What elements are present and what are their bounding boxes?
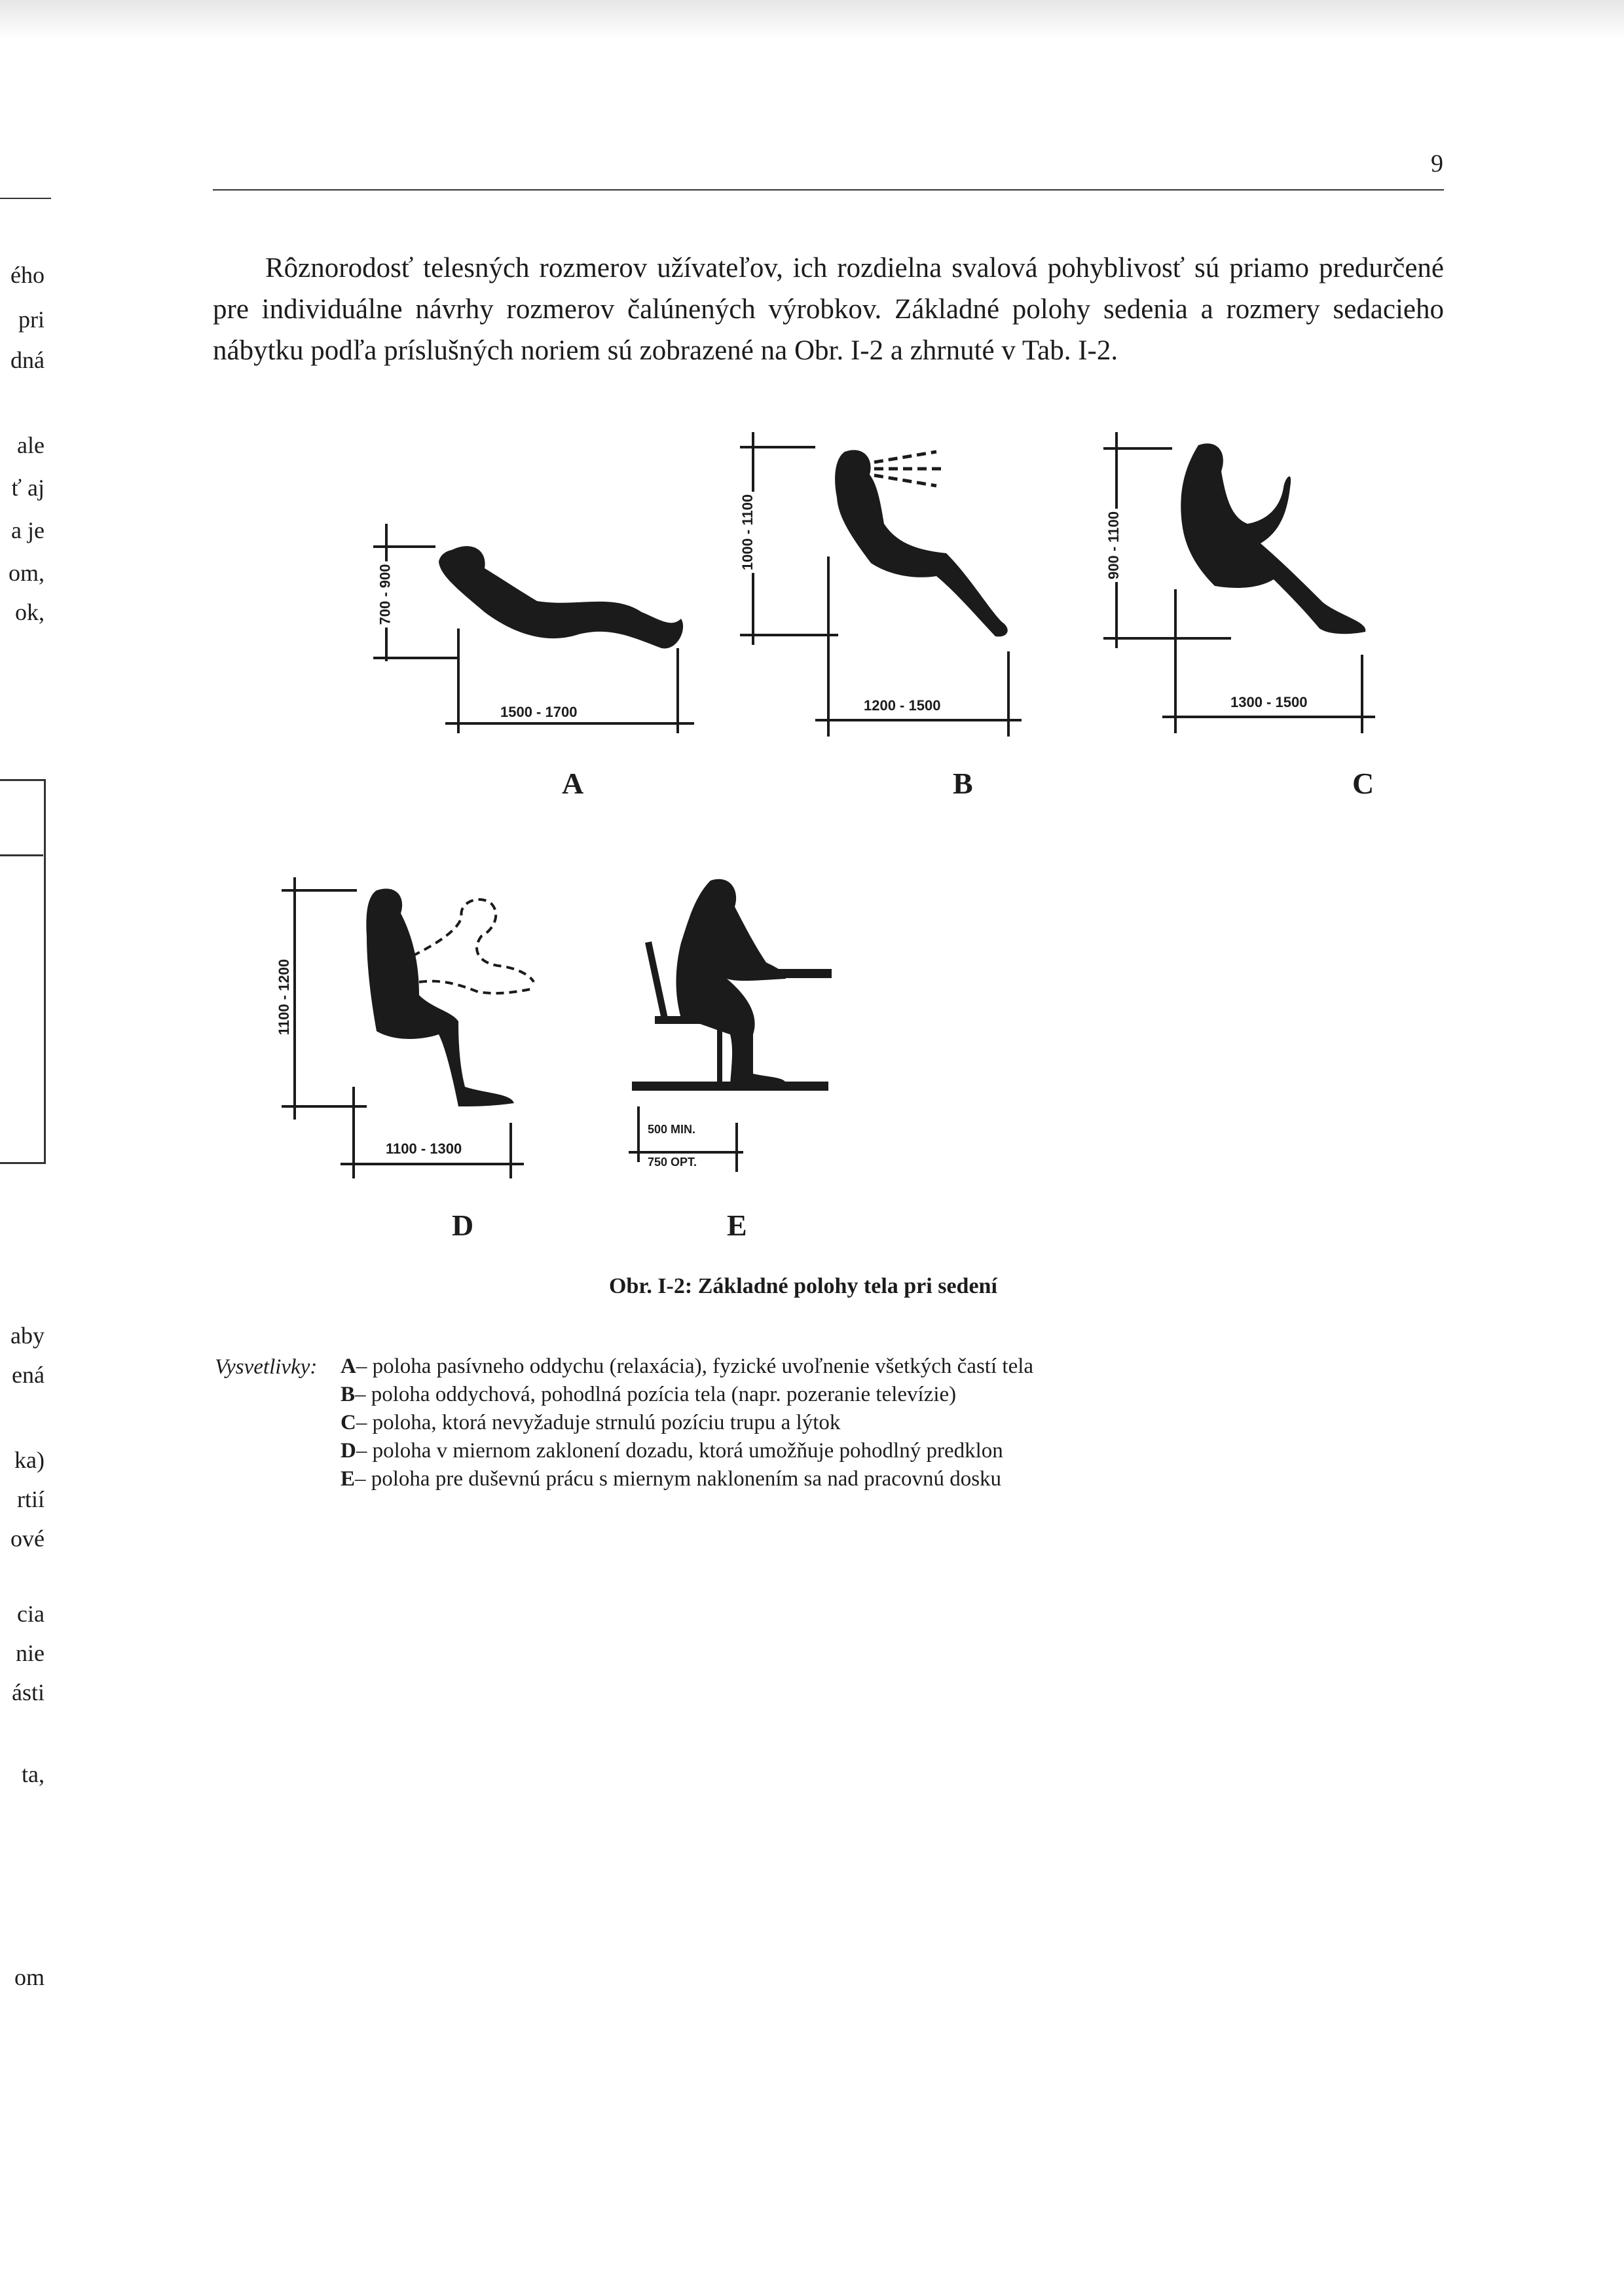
legend-key: D bbox=[341, 1439, 356, 1463]
fragment: ok, bbox=[15, 599, 45, 625]
dim-a-height: 700 - 900 bbox=[377, 562, 394, 628]
figure-caption: Obr. I-2: Základné polohy tela pri sedení bbox=[609, 1274, 997, 1298]
legend-text: – poloha, ktorá nevyžaduje strnulú pozíciu trupu a lýtok bbox=[356, 1411, 841, 1434]
fragment: ť aj bbox=[11, 475, 45, 501]
fragment: a je bbox=[11, 517, 45, 543]
dim-e-min: 500 MIN. bbox=[645, 1123, 698, 1137]
legend-key: C bbox=[341, 1411, 356, 1434]
panel-label-a: A bbox=[562, 767, 584, 800]
fragment: om, bbox=[8, 560, 45, 586]
fragment: ale bbox=[17, 432, 45, 458]
fragment: aby bbox=[10, 1322, 45, 1349]
page-number: 9 bbox=[1431, 150, 1443, 177]
legend-text: – poloha v miernom zaklonení dozadu, ktorá umožňuje pohodlný predklon bbox=[356, 1439, 1003, 1463]
panel-label-b: B bbox=[953, 767, 973, 800]
fragment: dná bbox=[10, 347, 45, 373]
fragment: om bbox=[14, 1964, 45, 1990]
fragment: ové bbox=[10, 1525, 45, 1552]
legend-item bbox=[341, 1409, 1033, 1437]
legend-item bbox=[341, 1381, 1033, 1409]
fragment: ásti bbox=[12, 1679, 45, 1705]
fragment: cia bbox=[17, 1601, 45, 1627]
fragment: ta, bbox=[22, 1761, 45, 1787]
legend-key: A bbox=[341, 1355, 356, 1378]
dim-d-height: 1100 - 1200 bbox=[276, 957, 293, 1038]
panel-label-e: E bbox=[727, 1209, 747, 1242]
legend-item bbox=[341, 1437, 1033, 1465]
legend-text: – poloha pasívneho oddychu (relaxácia), fyzické uvoľnenie všetkých častí tela bbox=[356, 1355, 1034, 1378]
posture-d-illustration bbox=[282, 877, 534, 1178]
legend-list bbox=[341, 1353, 1033, 1493]
fragment: ená bbox=[12, 1362, 45, 1388]
dim-a-depth: 1500 - 1700 bbox=[498, 704, 580, 721]
fragment: rtií bbox=[17, 1486, 45, 1512]
legend-text: – poloha oddychová, pohodlná pozícia tela (napr. pozeranie televízie) bbox=[355, 1383, 957, 1406]
dim-e-opt: 750 OPT. bbox=[645, 1156, 699, 1169]
legend-key: B bbox=[341, 1383, 356, 1406]
panel-label-d: D bbox=[452, 1209, 474, 1242]
legend-text: – poloha pre duševnú prácu s miernym naklonením sa nad pracovnú dosku bbox=[355, 1467, 1002, 1491]
fragment: ého bbox=[10, 262, 45, 288]
dim-b-height: 1000 - 1100 bbox=[739, 492, 756, 573]
dim-b-depth: 1200 - 1500 bbox=[861, 697, 943, 714]
dim-d-depth: 1100 - 1300 bbox=[383, 1140, 464, 1157]
fragment: ka) bbox=[14, 1447, 45, 1473]
intro-paragraph: Rôznorodosť telesných rozmerov užívateľov, ich rozdielna svalová pohyblivosť sú priamo predurčené pre individuálne návrhy rozmerov čalúnených výrobkov. Základné polohy sedenia a rozmery sedacieho nábytku podľa príslušných noriem sú zobrazené na Obr. I-2 a zhrnuté v Tab. I-2. bbox=[213, 253, 1444, 366]
fragment: nie bbox=[16, 1640, 45, 1666]
posture-a-illustration bbox=[373, 524, 694, 733]
dim-c-height: 900 - 1100 bbox=[1105, 509, 1122, 582]
legend-key: E bbox=[341, 1467, 356, 1491]
legend-item bbox=[341, 1465, 1033, 1493]
dim-c-depth: 1300 - 1500 bbox=[1228, 694, 1310, 711]
fragment: pri bbox=[18, 306, 45, 333]
posture-c-illustration bbox=[1103, 432, 1375, 733]
panel-label-c: C bbox=[1352, 767, 1375, 800]
legend-heading: Vysvetlivky: bbox=[215, 1355, 318, 1379]
legend-item bbox=[341, 1353, 1033, 1381]
posture-b-illustration bbox=[740, 432, 1022, 737]
